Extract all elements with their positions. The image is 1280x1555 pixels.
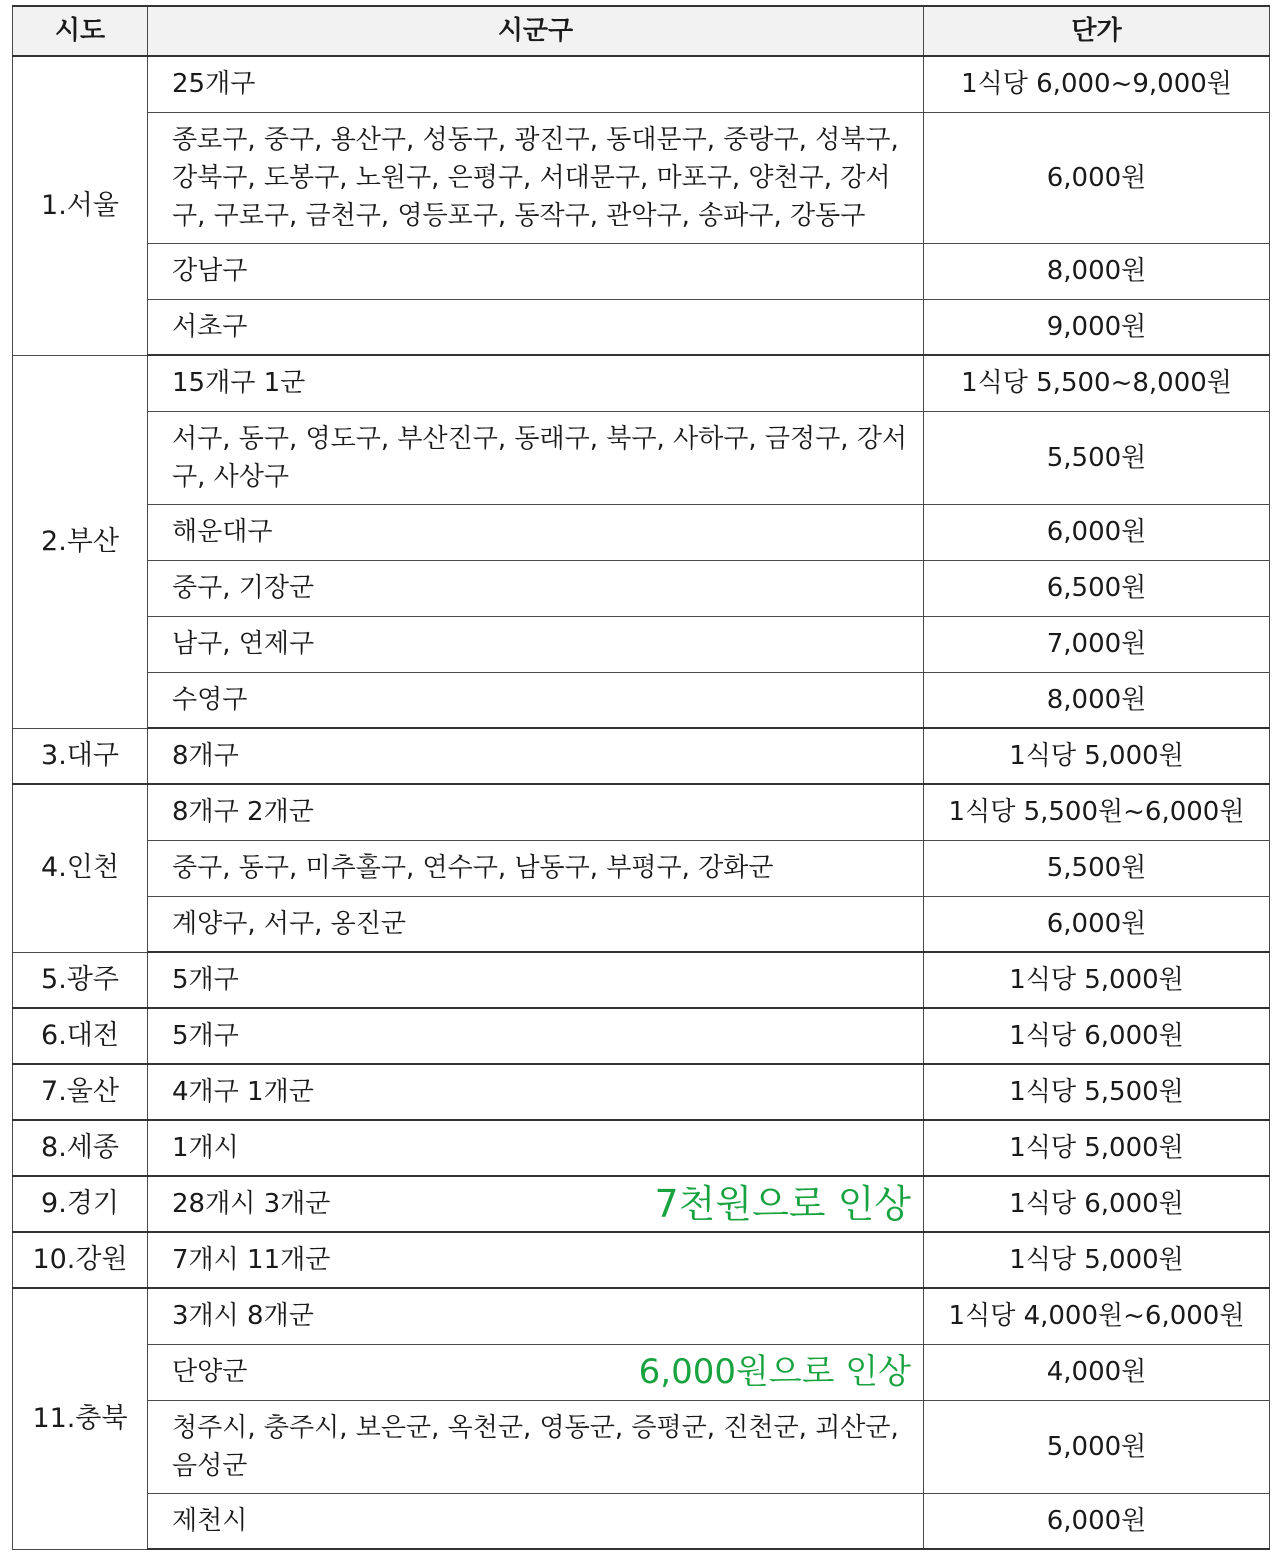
district-cell bbox=[148, 672, 924, 728]
table-row bbox=[13, 1288, 1270, 1344]
region-cell: 2.부산 bbox=[13, 355, 148, 728]
district-cell bbox=[148, 728, 924, 784]
table-row bbox=[13, 411, 1270, 504]
district-text: 8개구 2개군 bbox=[172, 797, 314, 828]
price-cell: 6,000원 bbox=[924, 504, 1270, 560]
price-cell: 1식당 6,000원 bbox=[924, 1008, 1270, 1064]
district-cell bbox=[148, 1176, 924, 1232]
header-region: 시도 bbox=[13, 6, 148, 56]
table-row bbox=[13, 355, 1270, 411]
price-cell: 6,500원 bbox=[924, 560, 1270, 616]
district-text: 중구, 동구, 미추홀구, 연수구, 남동구, 부평구, 강화군 bbox=[172, 853, 774, 883]
district-text: 15개구 1군 bbox=[172, 368, 306, 399]
region-cell: 11.충북 bbox=[13, 1288, 148, 1549]
district-text: 해운대구 bbox=[172, 517, 273, 547]
price-cell: 8,000원 bbox=[924, 672, 1270, 728]
price-cell: 5,500원 bbox=[924, 411, 1270, 504]
price-cell: 6,000원 bbox=[924, 112, 1270, 243]
district-text: 3개시 8개군 bbox=[172, 1301, 314, 1332]
table-row bbox=[13, 504, 1270, 560]
district-text: 1개시 bbox=[172, 1133, 239, 1163]
district-cell bbox=[148, 616, 924, 672]
region-cell: 1.서울 bbox=[13, 56, 148, 355]
district-cell bbox=[148, 896, 924, 952]
table-row bbox=[13, 1176, 1270, 1232]
price-cell: 7,000원 bbox=[924, 616, 1270, 672]
price-cell: 1식당 5,000원 bbox=[924, 952, 1270, 1008]
price-cell: 9,000원 bbox=[924, 299, 1270, 355]
header-row bbox=[13, 6, 1270, 56]
district-text: 청주시, 충주시, 보은군, 옥천군, 영동군, 증평군, 진천군, 괴산군, 음성군 bbox=[172, 1412, 899, 1481]
district-cell bbox=[148, 1008, 924, 1064]
table-row bbox=[13, 112, 1270, 243]
district-text: 8개구 bbox=[172, 741, 239, 771]
district-text: 수영구 bbox=[172, 684, 248, 715]
district-cell bbox=[148, 952, 924, 1008]
header-price: 단가 bbox=[924, 6, 1270, 56]
district-text: 서초구 bbox=[172, 311, 248, 342]
table-row bbox=[13, 243, 1270, 299]
district-cell bbox=[148, 1288, 924, 1344]
price-cell: 1식당 5,000원 bbox=[924, 1232, 1270, 1288]
district-text: 단양군 bbox=[172, 1357, 248, 1387]
table-row bbox=[13, 1344, 1270, 1400]
table-row bbox=[13, 1064, 1270, 1120]
district-text: 5개구 bbox=[172, 1021, 239, 1051]
price-cell: 1식당 5,500~8,000원 bbox=[924, 355, 1270, 411]
district-cell bbox=[148, 1493, 924, 1549]
district-cell bbox=[148, 112, 924, 243]
table-row bbox=[13, 616, 1270, 672]
district-text: 제천시 bbox=[172, 1505, 248, 1536]
district-cell bbox=[148, 411, 924, 504]
price-increase-note: 7천원으로 인상 bbox=[654, 1182, 911, 1226]
district-cell bbox=[148, 1400, 924, 1493]
district-text: 강남구 bbox=[172, 256, 248, 286]
table-row bbox=[13, 56, 1270, 112]
region-cell: 9.경기 bbox=[13, 1176, 148, 1232]
table-row bbox=[13, 1232, 1270, 1288]
table-row bbox=[13, 1493, 1270, 1549]
header-district: 시군구 bbox=[148, 6, 924, 56]
table-row bbox=[13, 840, 1270, 896]
district-text: 7개시 11개군 bbox=[172, 1245, 331, 1275]
table-row bbox=[13, 784, 1270, 840]
price-cell: 1식당 5,000원 bbox=[924, 728, 1270, 784]
region-cell: 5.광주 bbox=[13, 952, 148, 1008]
region-cell: 6.대전 bbox=[13, 1008, 148, 1064]
price-cell: 1식당 5,500원~6,000원 bbox=[924, 784, 1270, 840]
price-cell: 1식당 4,000원~6,000원 bbox=[924, 1288, 1270, 1344]
district-text: 4개구 1개군 bbox=[172, 1077, 314, 1107]
district-cell bbox=[148, 243, 924, 299]
table-row bbox=[13, 952, 1270, 1008]
district-cell bbox=[148, 299, 924, 355]
region-cell: 10.강원 bbox=[13, 1232, 148, 1288]
table-row bbox=[13, 1008, 1270, 1064]
price-cell: 6,000원 bbox=[924, 896, 1270, 952]
district-text: 5개구 bbox=[172, 965, 239, 995]
region-cell: 3.대구 bbox=[13, 728, 148, 784]
price-cell: 1식당 5,000원 bbox=[924, 1120, 1270, 1176]
district-cell bbox=[148, 840, 924, 896]
meal-price-table bbox=[12, 5, 1270, 1550]
price-cell: 1식당 5,500원 bbox=[924, 1064, 1270, 1120]
table-row bbox=[13, 560, 1270, 616]
price-cell: 1식당 6,000~9,000원 bbox=[924, 56, 1270, 112]
price-cell: 8,000원 bbox=[924, 243, 1270, 299]
district-text: 28개시 3개군 bbox=[172, 1189, 331, 1219]
price-cell: 4,000원 bbox=[924, 1344, 1270, 1400]
table-row bbox=[13, 728, 1270, 784]
district-cell bbox=[148, 355, 924, 411]
table-row bbox=[13, 1400, 1270, 1493]
district-cell bbox=[148, 1344, 924, 1400]
price-cell: 5,000원 bbox=[924, 1400, 1270, 1493]
district-text: 남구, 연제구 bbox=[172, 629, 315, 659]
price-cell: 1식당 6,000원 bbox=[924, 1176, 1270, 1232]
table-row bbox=[13, 1120, 1270, 1176]
district-text: 중구, 기장군 bbox=[172, 573, 315, 603]
district-text: 서구, 동구, 영도구, 부산진구, 동래구, 북구, 사하구, 금정구, 강서구, 사상구 bbox=[172, 423, 908, 492]
table-header bbox=[13, 6, 1270, 56]
region-cell: 4.인천 bbox=[13, 784, 148, 952]
table-row bbox=[13, 672, 1270, 728]
table-body bbox=[13, 56, 1270, 1549]
district-cell bbox=[148, 784, 924, 840]
district-cell bbox=[148, 1120, 924, 1176]
district-cell bbox=[148, 1064, 924, 1120]
table-row bbox=[13, 896, 1270, 952]
district-cell bbox=[148, 56, 924, 112]
district-text: 25개구 bbox=[172, 69, 256, 100]
district-cell bbox=[148, 1232, 924, 1288]
table-row bbox=[13, 299, 1270, 355]
price-cell: 6,000원 bbox=[924, 1493, 1270, 1549]
district-text: 종로구, 중구, 용산구, 성동구, 광진구, 동대문구, 중랑구, 성북구, 강북구, 도봉구, 노원구, 은평구, 서대문구, 마포구, 양천구, 강서구, 구로구, 금천구, 영등포구, 동작구, 관악구, 송파구, 강동구 bbox=[172, 124, 899, 231]
district-cell bbox=[148, 504, 924, 560]
district-text: 계양구, 서구, 옹진군 bbox=[172, 908, 406, 939]
district-cell bbox=[148, 560, 924, 616]
region-cell: 7.울산 bbox=[13, 1064, 148, 1120]
price-cell: 5,500원 bbox=[924, 840, 1270, 896]
region-cell: 8.세종 bbox=[13, 1120, 148, 1176]
price-increase-note: 6,000원으로 인상 bbox=[638, 1352, 911, 1392]
